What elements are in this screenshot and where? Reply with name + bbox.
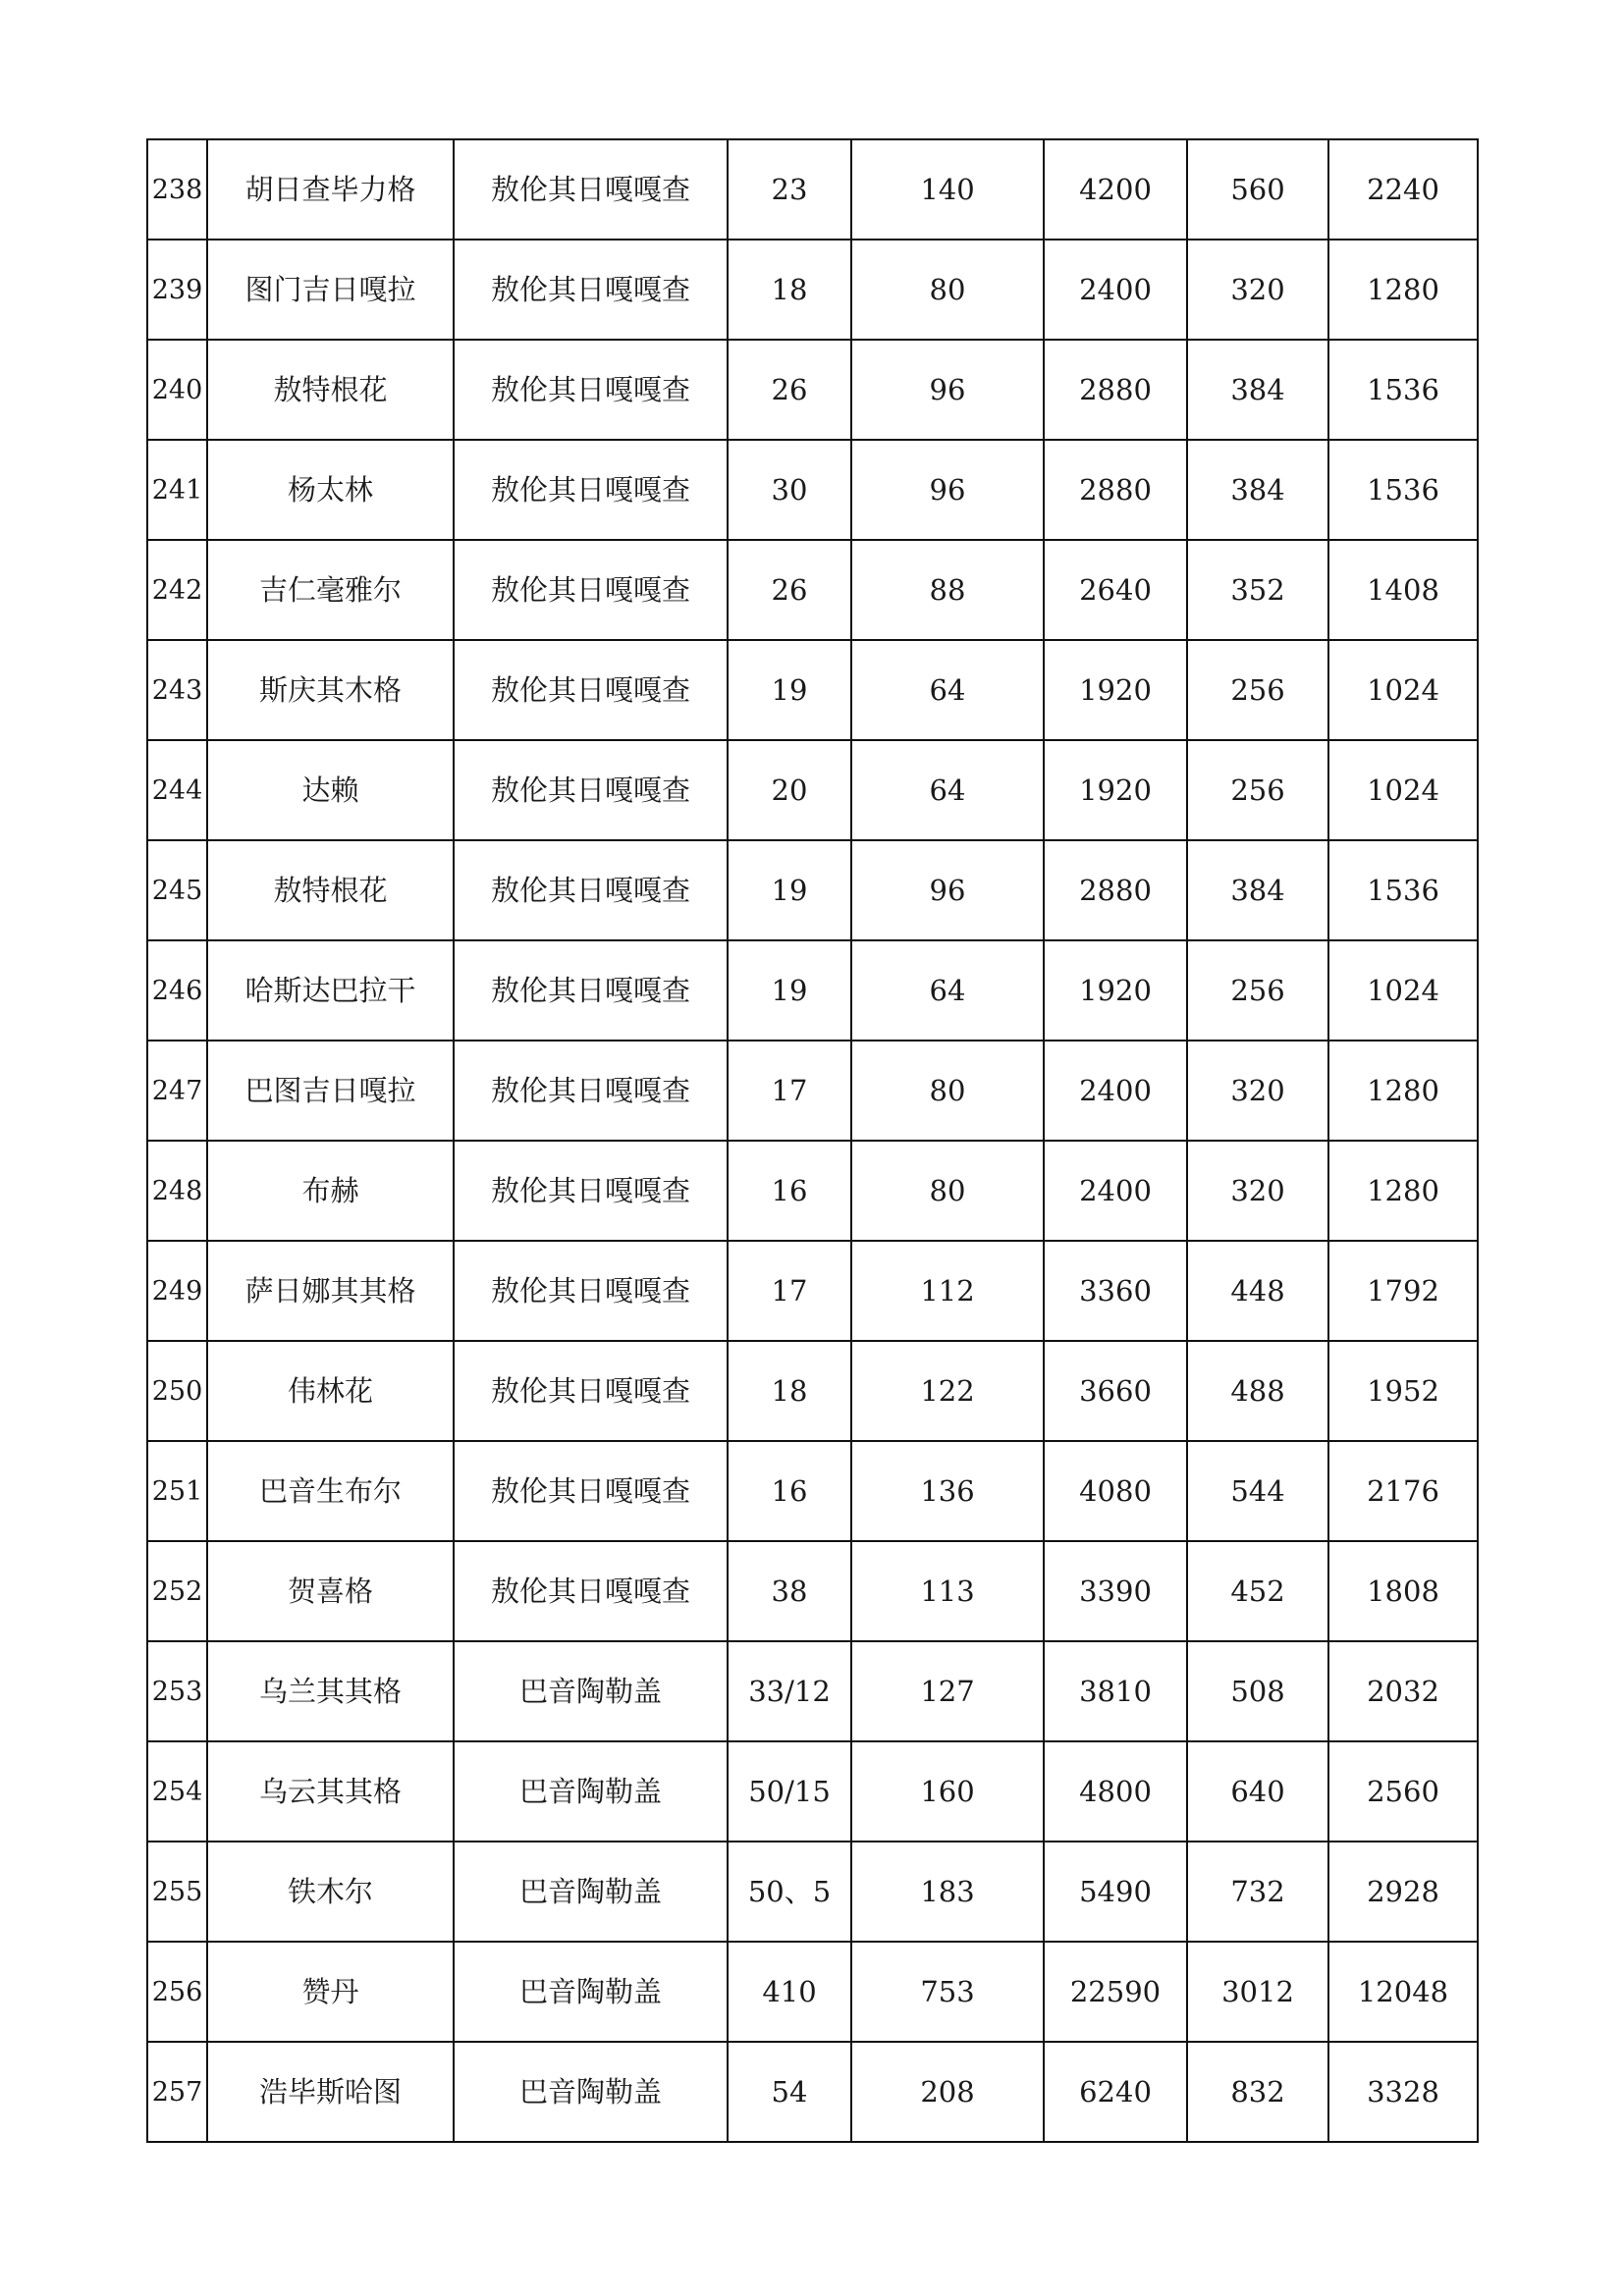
village-cell: 巴音陶勒盖 [454,1842,728,1942]
table-row [147,940,1478,1041]
row-number-cell: 253 [147,1641,207,1741]
row-number-cell: 244 [147,740,207,840]
value-cell-4: 384 [1187,340,1328,440]
value-cell-5: 12048 [1328,1942,1478,2042]
value-cell-3: 22590 [1044,1942,1187,2042]
value-cell-2: 136 [851,1441,1044,1541]
name-cell: 赞丹 [207,1942,454,2042]
value-cell-1: 18 [728,1341,851,1441]
table-row [147,1842,1478,1942]
value-cell-5: 2032 [1328,1641,1478,1741]
value-cell-2: 208 [851,2042,1044,2142]
village-cell: 敖伦其日嘎嘎查 [454,1141,728,1241]
value-cell-5: 1024 [1328,940,1478,1041]
value-cell-5: 1024 [1328,640,1478,740]
name-cell: 浩毕斯哈图 [207,2042,454,2142]
row-number-cell: 252 [147,1541,207,1641]
value-cell-1: 16 [728,1441,851,1541]
value-cell-3: 5490 [1044,1842,1187,1942]
value-cell-3: 2880 [1044,440,1187,540]
value-cell-5: 1024 [1328,740,1478,840]
village-cell: 敖伦其日嘎嘎查 [454,1341,728,1441]
village-cell: 敖伦其日嘎嘎查 [454,1541,728,1641]
value-cell-3: 1920 [1044,940,1187,1041]
row-number-cell: 251 [147,1441,207,1541]
value-cell-3: 2400 [1044,1141,1187,1241]
value-cell-5: 1408 [1328,540,1478,640]
value-cell-4: 320 [1187,1041,1328,1141]
row-number-cell: 240 [147,340,207,440]
value-cell-4: 256 [1187,940,1328,1041]
value-cell-1: 18 [728,240,851,340]
village-cell: 敖伦其日嘎嘎查 [454,740,728,840]
village-cell: 敖伦其日嘎嘎查 [454,640,728,740]
value-cell-3: 3390 [1044,1541,1187,1641]
village-cell: 巴音陶勒盖 [454,2042,728,2142]
value-cell-1: 50/15 [728,1741,851,1842]
row-number-cell: 255 [147,1842,207,1942]
value-cell-3: 2640 [1044,540,1187,640]
row-number-cell: 241 [147,440,207,540]
value-cell-5: 1536 [1328,840,1478,940]
value-cell-5: 3328 [1328,2042,1478,2142]
value-cell-4: 832 [1187,2042,1328,2142]
value-cell-4: 732 [1187,1842,1328,1942]
value-cell-2: 80 [851,1041,1044,1141]
village-cell: 巴音陶勒盖 [454,1741,728,1842]
value-cell-2: 183 [851,1842,1044,1942]
value-cell-2: 140 [851,139,1044,240]
value-cell-3: 6240 [1044,2042,1187,2142]
table-row [147,1041,1478,1141]
value-cell-4: 544 [1187,1441,1328,1541]
table-row [147,1641,1478,1741]
value-cell-4: 320 [1187,1141,1328,1241]
table-row [147,340,1478,440]
row-number-cell: 249 [147,1241,207,1341]
table-row [147,540,1478,640]
village-cell: 敖伦其日嘎嘎查 [454,240,728,340]
value-cell-5: 1952 [1328,1341,1478,1441]
name-cell: 巴音生布尔 [207,1441,454,1541]
value-cell-3: 2880 [1044,340,1187,440]
village-cell: 敖伦其日嘎嘎查 [454,540,728,640]
value-cell-4: 320 [1187,240,1328,340]
table-row [147,1341,1478,1441]
table-row [147,1541,1478,1641]
value-cell-4: 352 [1187,540,1328,640]
value-cell-2: 96 [851,440,1044,540]
village-cell: 巴音陶勒盖 [454,1942,728,2042]
name-cell: 敖特根花 [207,840,454,940]
value-cell-4: 452 [1187,1541,1328,1641]
value-cell-1: 17 [728,1041,851,1141]
value-cell-3: 3810 [1044,1641,1187,1741]
value-cell-1: 50、5 [728,1842,851,1942]
name-cell: 铁木尔 [207,1842,454,1942]
name-cell: 斯庆其木格 [207,640,454,740]
value-cell-4: 488 [1187,1341,1328,1441]
value-cell-2: 127 [851,1641,1044,1741]
value-cell-1: 410 [728,1942,851,2042]
value-cell-2: 88 [851,540,1044,640]
village-cell: 敖伦其日嘎嘎查 [454,139,728,240]
name-cell: 布赫 [207,1141,454,1241]
row-number-cell: 247 [147,1041,207,1141]
value-cell-5: 2560 [1328,1741,1478,1842]
value-cell-3: 4080 [1044,1441,1187,1541]
name-cell: 伟林花 [207,1341,454,1441]
value-cell-1: 30 [728,440,851,540]
table-row [147,1441,1478,1541]
value-cell-2: 64 [851,640,1044,740]
value-cell-3: 1920 [1044,640,1187,740]
value-cell-2: 96 [851,340,1044,440]
value-cell-2: 753 [851,1942,1044,2042]
row-number-cell: 245 [147,840,207,940]
table-row [147,640,1478,740]
row-number-cell: 242 [147,540,207,640]
row-number-cell: 256 [147,1942,207,2042]
village-cell: 敖伦其日嘎嘎查 [454,340,728,440]
village-cell: 敖伦其日嘎嘎查 [454,940,728,1041]
value-cell-2: 80 [851,240,1044,340]
value-cell-5: 1792 [1328,1241,1478,1341]
table-row [147,440,1478,540]
name-cell: 敖特根花 [207,340,454,440]
value-cell-1: 33/12 [728,1641,851,1741]
table-row [147,740,1478,840]
value-cell-1: 16 [728,1141,851,1241]
value-cell-1: 54 [728,2042,851,2142]
name-cell: 巴图吉日嘎拉 [207,1041,454,1141]
value-cell-2: 160 [851,1741,1044,1842]
value-cell-3: 2400 [1044,1041,1187,1141]
value-cell-2: 64 [851,740,1044,840]
table-row [147,1241,1478,1341]
row-number-cell: 257 [147,2042,207,2142]
value-cell-1: 20 [728,740,851,840]
value-cell-5: 2176 [1328,1441,1478,1541]
value-cell-4: 448 [1187,1241,1328,1341]
table-row [147,139,1478,240]
value-cell-4: 384 [1187,440,1328,540]
table-body [147,139,1478,2142]
value-cell-3: 4200 [1044,139,1187,240]
value-cell-1: 23 [728,139,851,240]
village-cell: 敖伦其日嘎嘎查 [454,840,728,940]
village-cell: 敖伦其日嘎嘎查 [454,440,728,540]
value-cell-3: 1920 [1044,740,1187,840]
value-cell-5: 2240 [1328,139,1478,240]
value-cell-1: 19 [728,640,851,740]
value-cell-1: 38 [728,1541,851,1641]
row-number-cell: 246 [147,940,207,1041]
value-cell-2: 80 [851,1141,1044,1241]
value-cell-2: 96 [851,840,1044,940]
value-cell-4: 560 [1187,139,1328,240]
name-cell: 哈斯达巴拉干 [207,940,454,1041]
village-cell: 敖伦其日嘎嘎查 [454,1041,728,1141]
name-cell: 图门吉日嘎拉 [207,240,454,340]
table-row [147,1141,1478,1241]
value-cell-5: 1536 [1328,440,1478,540]
table-row [147,1741,1478,1842]
village-cell: 巴音陶勒盖 [454,1641,728,1741]
name-cell: 吉仁毫雅尔 [207,540,454,640]
value-cell-1: 19 [728,840,851,940]
village-cell: 敖伦其日嘎嘎查 [454,1441,728,1541]
value-cell-3: 2400 [1044,240,1187,340]
table-row [147,840,1478,940]
value-cell-4: 640 [1187,1741,1328,1842]
value-cell-3: 4800 [1044,1741,1187,1842]
value-cell-5: 1280 [1328,1141,1478,1241]
value-cell-4: 508 [1187,1641,1328,1741]
village-cell: 敖伦其日嘎嘎查 [454,1241,728,1341]
value-cell-2: 64 [851,940,1044,1041]
value-cell-4: 256 [1187,740,1328,840]
name-cell: 乌云其其格 [207,1741,454,1842]
value-cell-4: 384 [1187,840,1328,940]
value-cell-3: 3660 [1044,1341,1187,1441]
value-cell-3: 3360 [1044,1241,1187,1341]
row-number-cell: 239 [147,240,207,340]
value-cell-2: 113 [851,1541,1044,1641]
value-cell-2: 122 [851,1341,1044,1441]
row-number-cell: 248 [147,1141,207,1241]
name-cell: 胡日查毕力格 [207,139,454,240]
value-cell-5: 1808 [1328,1541,1478,1641]
row-number-cell: 243 [147,640,207,740]
row-number-cell: 238 [147,139,207,240]
row-number-cell: 250 [147,1341,207,1441]
row-number-cell: 254 [147,1741,207,1842]
name-cell: 乌兰其其格 [207,1641,454,1741]
value-cell-3: 2880 [1044,840,1187,940]
data-table [146,138,1479,2143]
value-cell-1: 17 [728,1241,851,1341]
table-row [147,2042,1478,2142]
value-cell-5: 1280 [1328,240,1478,340]
value-cell-2: 112 [851,1241,1044,1341]
name-cell: 萨日娜其其格 [207,1241,454,1341]
table-row [147,240,1478,340]
value-cell-4: 256 [1187,640,1328,740]
name-cell: 贺喜格 [207,1541,454,1641]
value-cell-1: 26 [728,340,851,440]
value-cell-5: 1536 [1328,340,1478,440]
table-row [147,1942,1478,2042]
value-cell-1: 19 [728,940,851,1041]
name-cell: 达赖 [207,740,454,840]
value-cell-4: 3012 [1187,1942,1328,2042]
value-cell-5: 1280 [1328,1041,1478,1141]
name-cell: 杨太林 [207,440,454,540]
value-cell-5: 2928 [1328,1842,1478,1942]
value-cell-1: 26 [728,540,851,640]
